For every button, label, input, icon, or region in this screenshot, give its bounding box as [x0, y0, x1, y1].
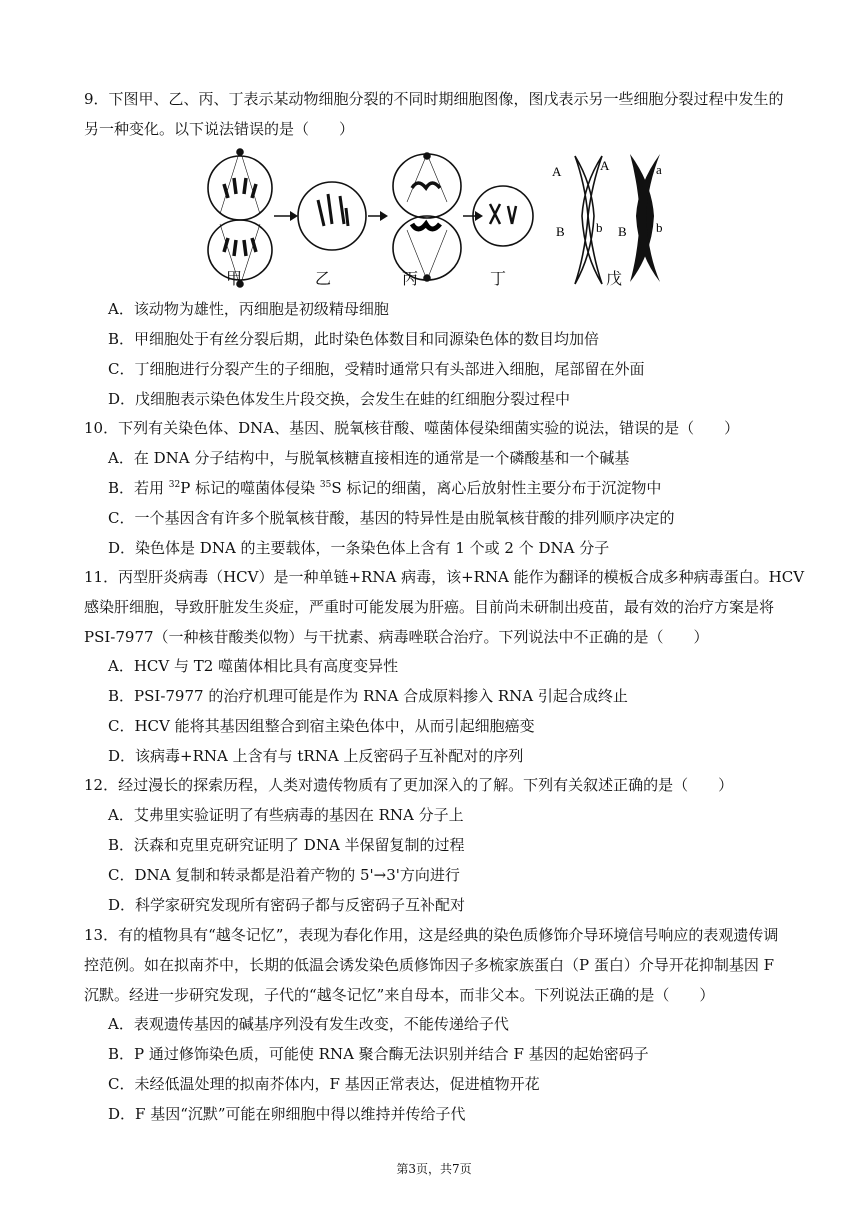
question-11-option-b: B．PSI-7977 的治疗机理可能是作为 RNA 合成原料掺入 RNA 引起合成终止	[108, 687, 628, 705]
question-13-option-d: D．F 基因“沉默”可能在卵细胞中得以维持并传给子代	[108, 1105, 466, 1123]
question-13-line-2: 控范例。如在拟南芥中，长期的低温会诱发染色质修饰因子多梳家族蛋白（P 蛋白）介导开花抑制基因 F	[84, 956, 775, 974]
question-12-option-d: D．科学家研究发现所有密码子都与反密码子互补配对	[108, 896, 466, 914]
allele-label-a: a	[656, 162, 662, 177]
allele-label-b: b	[596, 220, 603, 235]
figure-label-wu: 戊	[606, 269, 623, 288]
question-13-option-a: A．表观遗传基因的碱基序列没有发生改变，不能传递给子代	[108, 1015, 509, 1033]
question-12-option-b: B．沃森和克里克研究证明了 DNA 半保留复制的过程	[108, 836, 465, 854]
question-9-stem	[84, 84, 784, 144]
question-11-stem	[84, 562, 805, 652]
cell-division-figure	[190, 144, 670, 294]
question-10-line-1: 10．下列有关染色体、DNA、基因、脱氧核苷酸、噬菌体侵染细菌实验的说法，错误的是（ ）	[84, 419, 740, 437]
figure-label-yi: 乙	[315, 269, 332, 288]
phosphorus-isotope-mass: 32	[168, 480, 181, 490]
question-11-line-2: 感染肝细胞，导致肝脏发生炎症，严重时可能发展为肝癌。目前尚未研制出疫苗，最有效的治疗方案是将	[84, 598, 775, 616]
question-11-option-a: A．HCV 与 T2 噬菌体相比具有高度变异性	[108, 657, 399, 675]
allele-label-A: A	[552, 164, 562, 179]
question-13-option-c: C．未经低温处理的拟南芥体内，F 基因正常表达，促进植物开花	[108, 1075, 540, 1093]
allele-label-B2: B	[618, 224, 627, 239]
allele-label-b2: b	[656, 220, 663, 235]
question-11-line-3: PSI-7977（一种核苷酸类似物）与干扰素、病毒唑联合治疗。下列说法中不正确的是（ ）	[84, 628, 709, 646]
arrow-2	[368, 211, 388, 221]
question-10-option-b	[108, 473, 788, 503]
question-10-option-b-mid: P 标记的噬菌体侵染	[180, 479, 320, 497]
sulfur-isotope-mass: 35	[319, 480, 332, 490]
question-9-option-b: B．甲细胞处于有丝分裂后期，此时染色体数目和同源染色体的数目均加倍	[108, 330, 600, 348]
question-9-option-d: D．戊细胞表示染色体发生片段交换，会发生在蛙的红细胞分裂过程中	[108, 390, 571, 408]
question-9-option-a: A．该动物为雄性，丙细胞是初级精母细胞	[108, 300, 389, 318]
arrow-1	[274, 211, 298, 221]
allele-label-A2: A	[600, 158, 610, 173]
allele-label-B: B	[556, 224, 565, 239]
question-11-line-1: 11．丙型肝炎病毒（HCV）是一种单链+RNA 病毒，该+RNA 能作为翻译的模板合成多种病毒蛋白。HCV	[84, 568, 805, 586]
question-13-option-b: B．P 通过修饰染色质，可能使 RNA 聚合酶无法识别并结合 F 基因的起始密码子	[108, 1045, 649, 1063]
question-9-line-1: 9．下图甲、乙、丙、丁表示某动物细胞分裂的不同时期细胞图像，图戊表示另一些细胞分裂过程中发生的	[84, 90, 784, 108]
cell-yi	[298, 182, 366, 250]
figure-label-bing: 丙	[402, 269, 419, 288]
question-11-option-c: C．HCV 能将其基因组整合到宿主染色体中，从而引起细胞癌变	[108, 717, 535, 735]
question-13-line-1: 13．有的植物具有“越冬记忆”，表现为春化作用，这是经典的染色质修饰介导环境信号响应的表观遗传调	[84, 926, 779, 944]
question-10-stem	[84, 413, 784, 443]
question-12-option-a: A．艾弗里实验证明了有些病毒的基因在 RNA 分子上	[108, 806, 464, 824]
page-number-footer: 第3页，共7页	[396, 1162, 472, 1176]
question-12-option-c: C．DNA 复制和转录都是沿着产物的 5'→3'方向进行	[108, 866, 460, 884]
question-9-option-c: C．丁细胞进行分裂产生的子细胞，受精时通常只有头部进入细胞，尾部留在外面	[108, 360, 645, 378]
figure-label-jia: 甲	[226, 269, 243, 288]
question-10-option-a: A．在 DNA 分子结构中，与脱氧核糖直接相连的通常是一个磷酸基和一个碱基	[108, 449, 630, 467]
question-13-line-3: 沉默。经进一步研究发现，子代的“越冬记忆”来自母本，而非父本。下列说法正确的是（ ）	[84, 986, 715, 1004]
question-11-option-d: D．该病毒+RNA 上含有与 tRNA 上反密码子互补配对的序列	[108, 747, 524, 765]
question-12-line-1: 12．经过漫长的探索历程，人类对遗传物质有了更加深入的了解。下列有关叙述正确的是（ ）	[84, 776, 734, 794]
figure-label-ding: 丁	[490, 269, 507, 288]
question-12-stem	[84, 770, 784, 800]
question-10-option-b-pre: B．若用	[108, 479, 169, 497]
cell-bing	[393, 153, 461, 281]
chromosome-wu	[575, 154, 660, 284]
question-10-option-d: D．染色体是 DNA 的主要载体，一条染色体上含有 1 个或 2 个 DNA 分子	[108, 539, 610, 557]
question-9-line-2: 另一种变化。以下说法错误的是（ ）	[84, 120, 355, 138]
question-10-option-c: C．一个基因含有许多个脱氧核苷酸，基因的特异性是由脱氧核苷酸的排列顺序决定的	[108, 509, 675, 527]
question-13-stem	[84, 920, 784, 1010]
question-10-option-b-post: S 标记的细菌，离心后放射性主要分布于沉淀物中	[331, 479, 662, 497]
